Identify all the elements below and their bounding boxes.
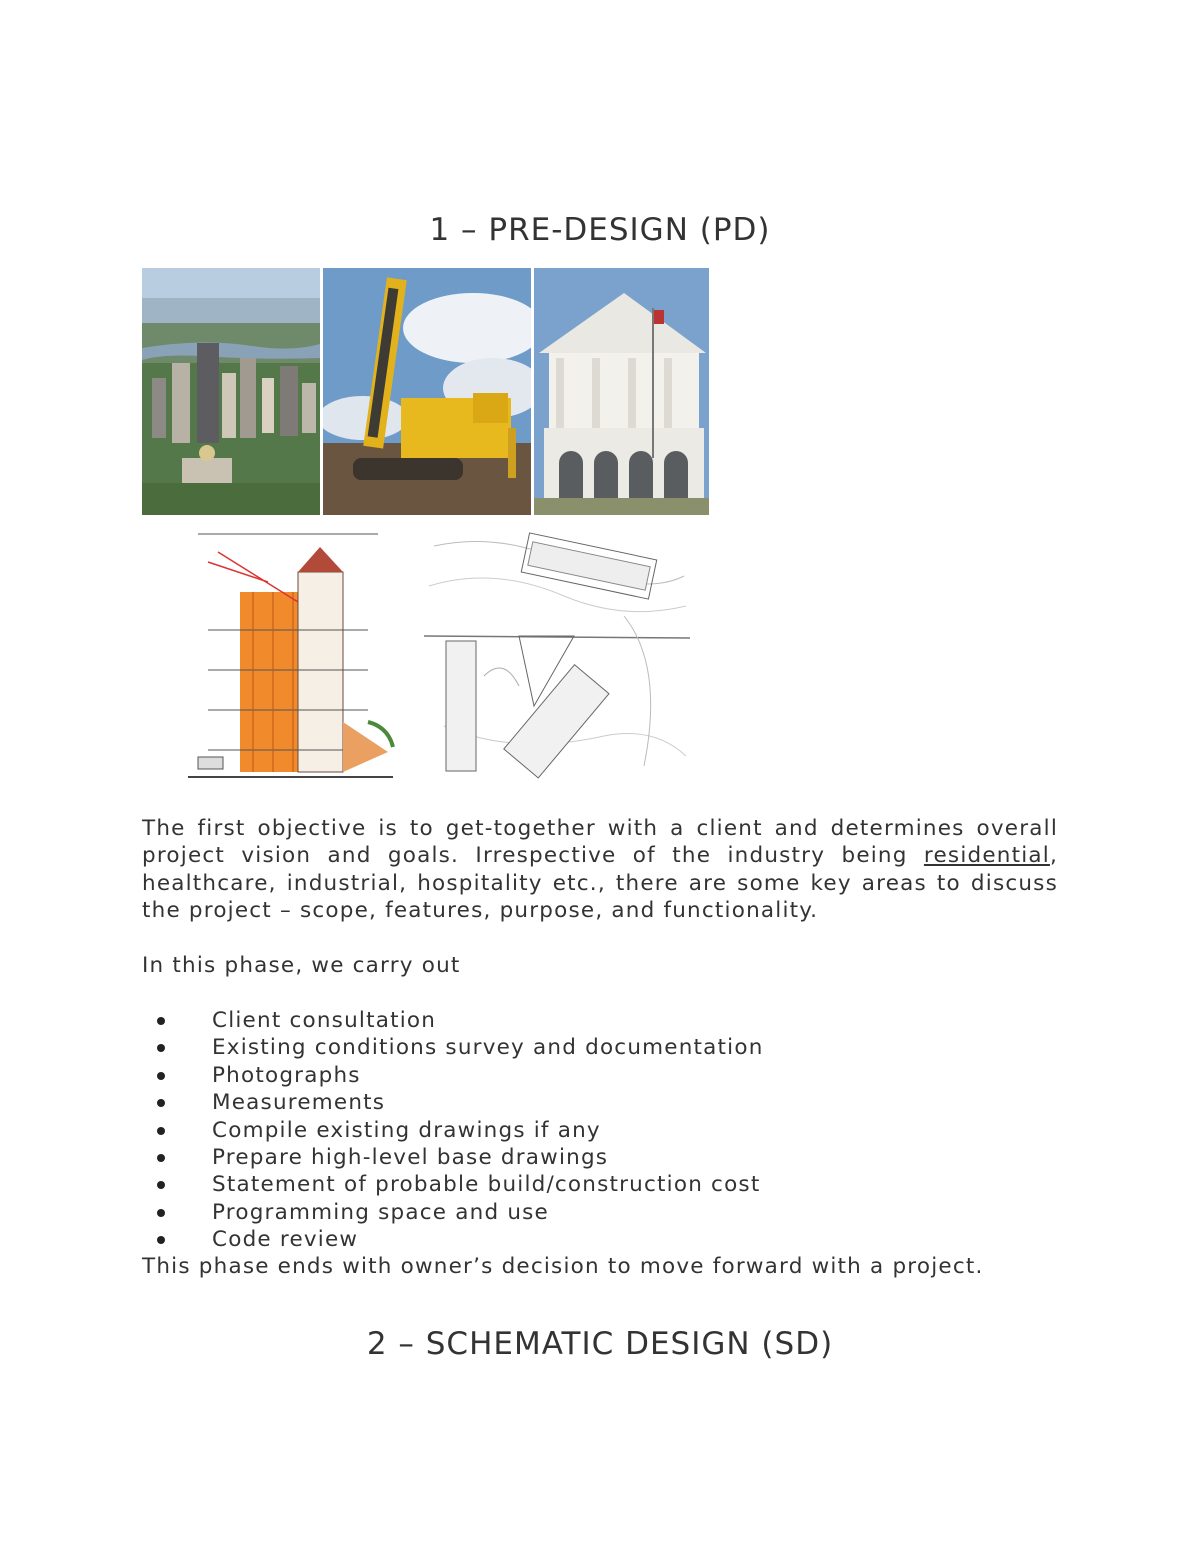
list-item (142, 1226, 764, 1253)
bullet-dot-icon (157, 1209, 165, 1217)
bullet-dot-icon (157, 1099, 165, 1107)
list-item (142, 1171, 764, 1198)
list-item-text: Compile existing drawings if any (212, 1117, 601, 1143)
bullet-dot-icon (157, 1044, 165, 1052)
closing-paragraph: This phase ends with owner’s decision to move forward with a project. (142, 1254, 984, 1279)
list-item-text: Programming space and use (212, 1199, 549, 1225)
list-item-text: Measurements (212, 1090, 386, 1116)
list-item (142, 1034, 764, 1061)
phase-intro-line: In this phase, we carry out (142, 953, 461, 978)
paragraph-text-end: , healthcare, industrial, hospitality etc., there are some key areas to discuss the project – scope, features, purpose, and functionality. (142, 843, 1058, 924)
list-item (142, 1062, 764, 1089)
residential-link[interactable]: residential (923, 843, 1050, 869)
heading-schematic-design: 2 – SCHEMATIC DESIGN (SD) (366, 1326, 834, 1362)
paragraph-text-start: The first objective is to get-together with a client and determines overall project vision and goals. Irrespective of the industry being (142, 816, 1058, 869)
list-item-text: Existing conditions survey and documentation (212, 1035, 764, 1061)
bullet-dot-icon (157, 1017, 165, 1025)
list-item (142, 1007, 764, 1034)
list-item-text: Photographs (212, 1062, 361, 1088)
list-item (142, 1117, 764, 1144)
building-section-sketch (178, 522, 400, 784)
courthouse-photo (534, 268, 709, 515)
list-item (142, 1089, 764, 1116)
list-item-text: Code review (212, 1227, 359, 1253)
bullet-dot-icon (157, 1127, 165, 1135)
site-plan-drawing (424, 526, 690, 784)
list-item (142, 1199, 764, 1226)
list-item-text: Prepare high-level base drawings (212, 1145, 609, 1171)
list-item-text: Statement of probable build/construction cost (212, 1172, 761, 1198)
heading-pre-design: 1 – PRE-DESIGN (PD) (429, 212, 771, 248)
bullet-dot-icon (157, 1154, 165, 1162)
bullet-dot-icon (157, 1072, 165, 1080)
bullet-dot-icon (157, 1181, 165, 1189)
list-item (142, 1144, 764, 1171)
activities-list (142, 1007, 764, 1254)
intro-paragraph (142, 815, 1058, 925)
list-item-text: Client consultation (212, 1008, 437, 1033)
aerial-city-photo (142, 268, 320, 515)
bullet-dot-icon (157, 1236, 165, 1244)
drilling-rig-photo (323, 268, 531, 515)
